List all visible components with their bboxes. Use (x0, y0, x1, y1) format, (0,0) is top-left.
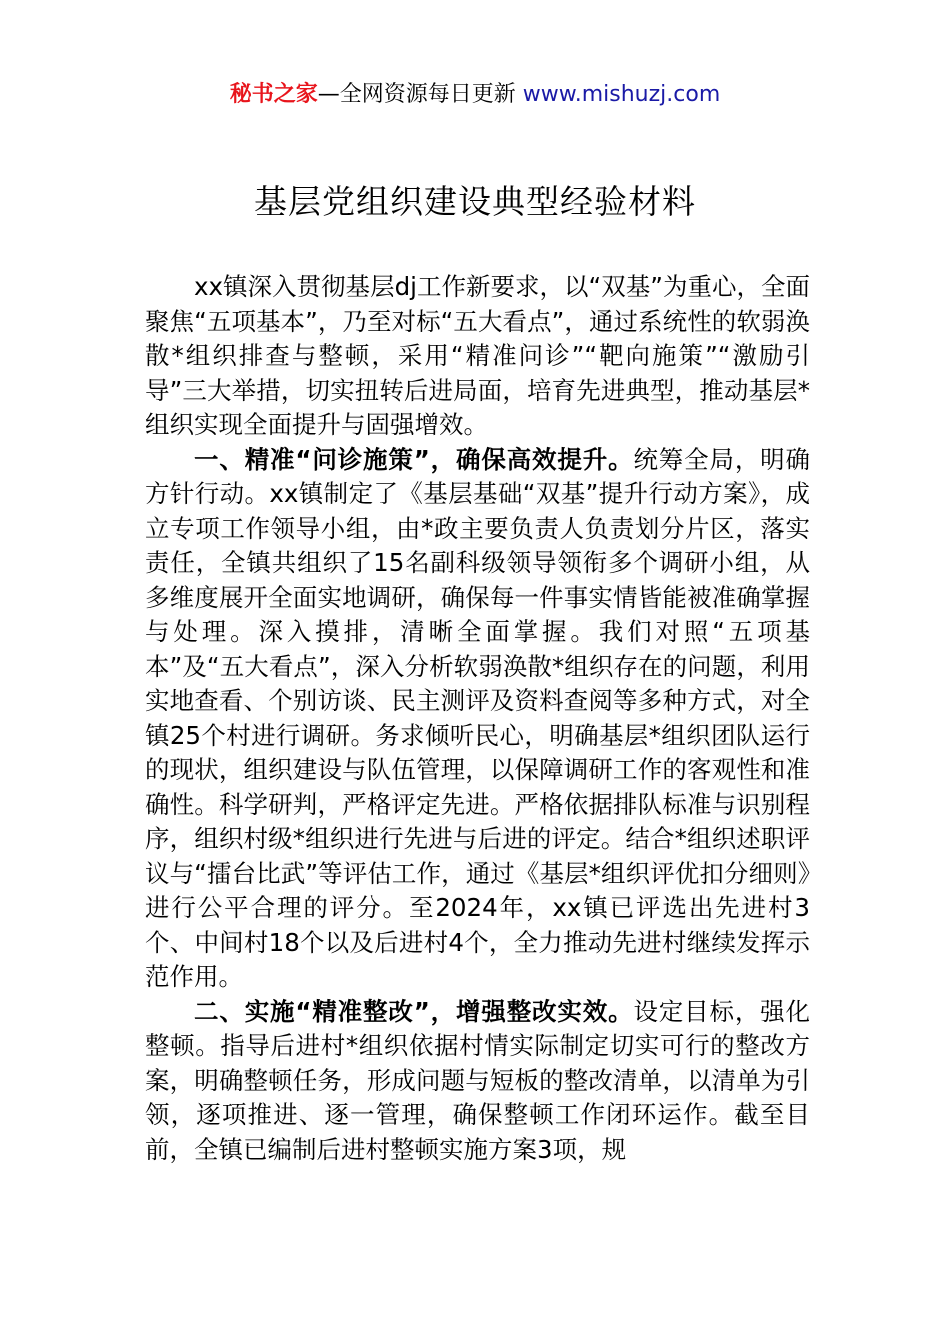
header-tagline: —全网资源每日更新 (317, 82, 523, 107)
site-url[interactable]: www.mishuzj.com (522, 82, 721, 107)
intro-paragraph (145, 270, 810, 443)
brand-name: 秘书之家 (229, 82, 318, 107)
section-two-paragraph (145, 995, 810, 1168)
paragraph-text: 统筹全局，明确方针行动。xx镇制定了《基层基础“双基”提升行动方案》，成立专项工作领导小组，由*政主要负责人负责划分片区，落实责任，全镇共组织了15名副科级领导领衔多个调研小组，从多维度展开全面实地调研，确保每一件事实情皆能被准确掌握与处理。深入摸排，清晰全面掌握。我们对照“五项基本”及“五大看点”，深入分析软弱涣散*组织存在的问题，利用实地查看、个别访谈、民主测评及资料查阅等多种方式，对全镇25个村进行调研。务求倾听民心，明确基层*组织团队运行的现状，组织建设与队伍管理，以保障调研工作的客观性和准确性。科学研判，严格评定先进。严格依据排队标准与识别程序，组织村级*组织进行先进与后进的评定。结合*组织述职评议与“擂台比武”等评估工作，通过《基层*组织评优扣分细则》进行公平合理的评分。至2024年，xx镇已评选出先进村3个、中间村18个以及后进村4个，全力推动先进村继续发挥示范作用。 (145, 444, 811, 991)
paragraph-text: 设定目标，强化整顿。指导后进村*组织依据村情实际制定切实可行的整改方案，明确整顿任务，形成问题与短板的整改清单，以清单为引领，逐项推进、逐一管理，确保整顿工作闭环运作。截至目前，全镇已编制后进村整顿实施方案3项，规 (145, 996, 811, 1164)
section-one-paragraph (145, 443, 810, 995)
document-body (145, 270, 810, 1167)
document-title: 基层党组织建设典型经验材料 (254, 182, 696, 221)
site-header (0, 80, 950, 110)
section-two-heading: 二、实施“精准整改”，增强整改实效。 (194, 996, 634, 1026)
paragraph-text: xx镇深入贯彻基层dj工作新要求，以“双基”为重心，全面聚焦“五项基本”，乃至对标“五大看点”，通过系统性的软弱涣散*组织排查与整顿，采用“精准问诊”“靶向施策”“激励引导”三大举措，切实扭转后进局面，培育先进典型，推动基层*组织实现全面提升与固强增效。 (145, 272, 810, 439)
section-one-heading: 一、精准“问诊施策”，确保高效提升。 (194, 444, 634, 474)
